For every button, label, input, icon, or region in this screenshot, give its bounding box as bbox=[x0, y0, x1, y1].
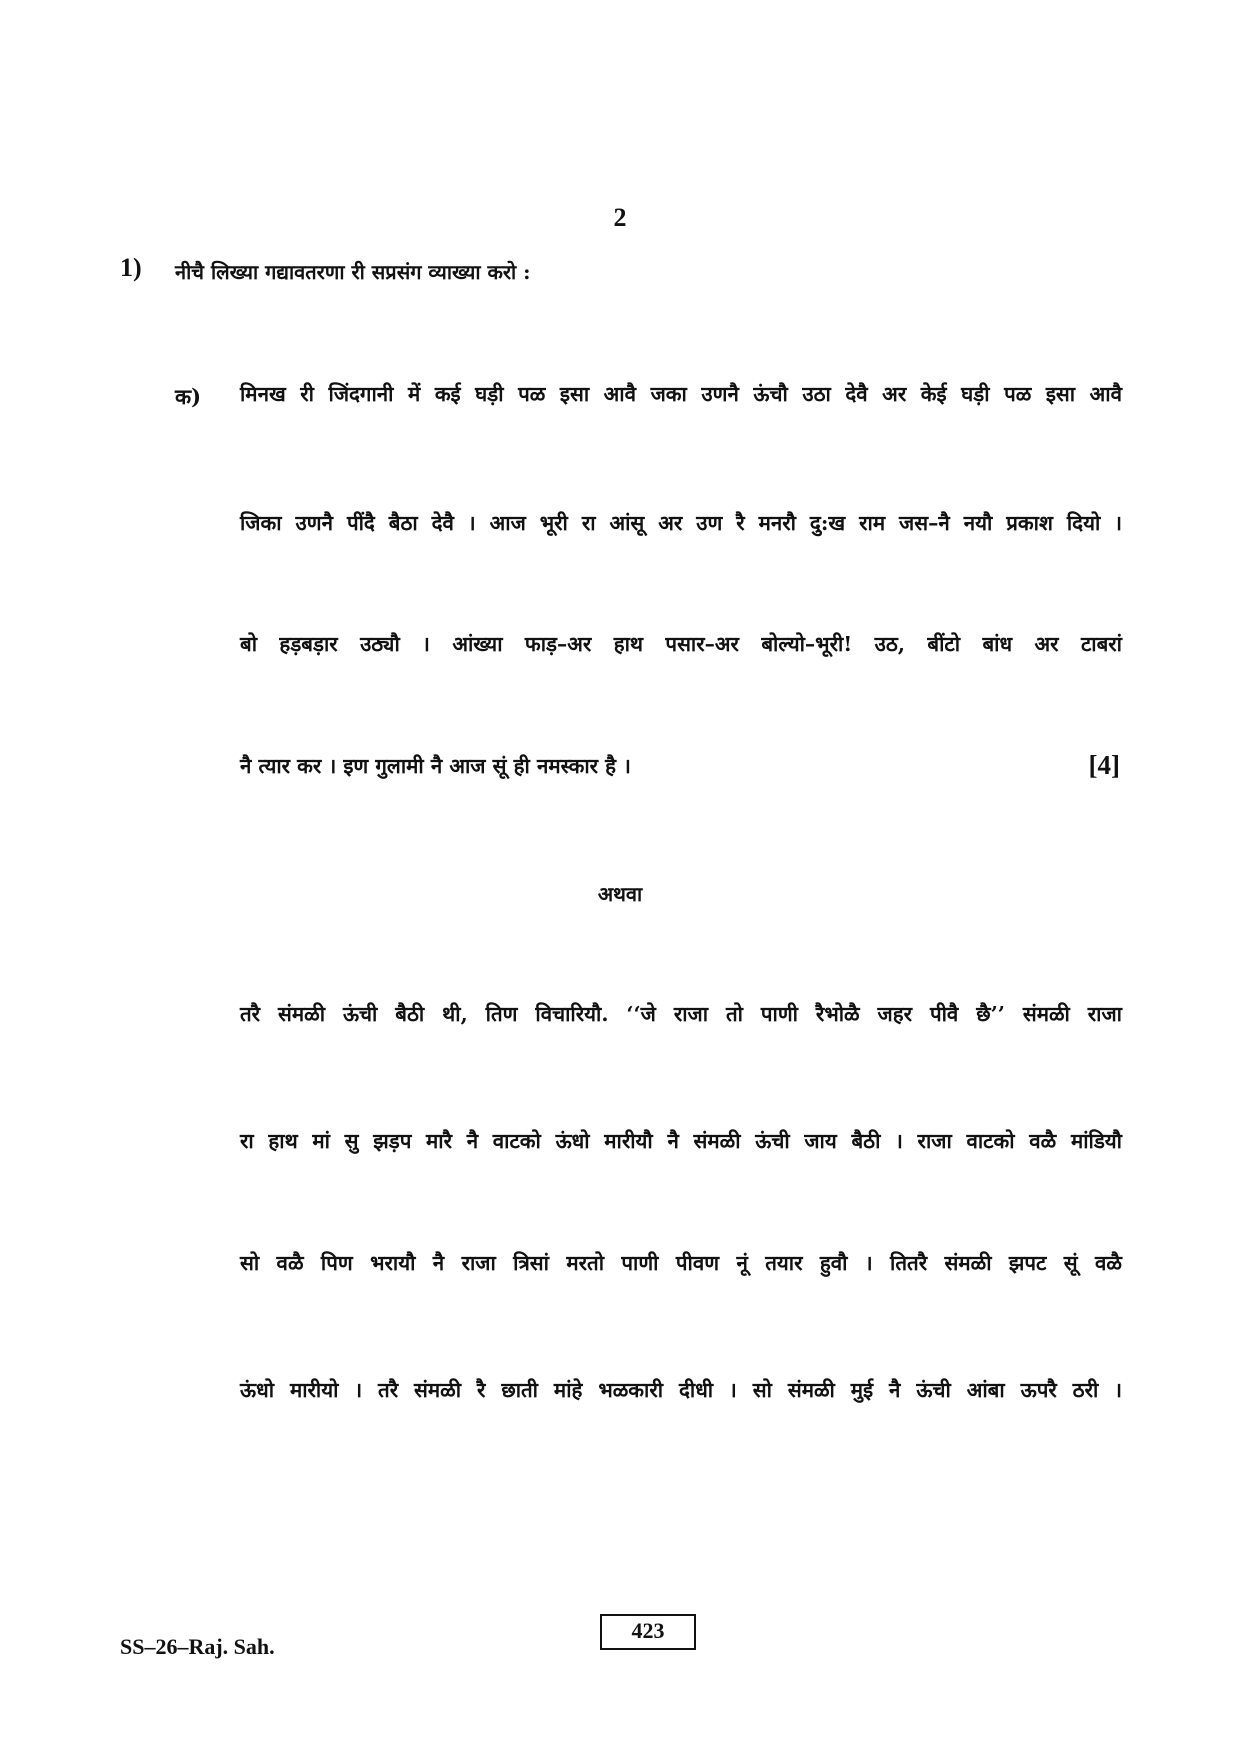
passage-b-line: ऊंधो मारीयो । तरै संमळी रै छाती मांहे भळकारी दीधी । सो संमळी मुई नै ऊंची आंबा ऊपरै ठरी । bbox=[240, 1378, 1122, 1402]
passage-b-line: रा हाथ मां सु झड़प मारै नै वाटको ऊंधो मारीयौ नै संमळी ऊंची जाय बैठी । राजा वाटको वळै मांडियौ bbox=[240, 1129, 1122, 1153]
sub-question-label: क) bbox=[175, 384, 202, 409]
passage-a-line: मिनख री जिंदगानी में कई घड़ी पळ इसा आवै जका उणनै ऊंचौ उठा देवै अर केई घड़ी पळ इसा आवै bbox=[240, 382, 1122, 406]
page-number-box: 423 bbox=[600, 1614, 696, 1650]
marks-label: [4] bbox=[1088, 750, 1120, 780]
page-number: 2 bbox=[613, 203, 627, 232]
passage-a-line: बो हड़बड़ार उठ्यौ । आंख्या फाड़–अर हाथ पसार–अर बोल्यो–भूरी! उठ, बींटो बांध अर टाबरां bbox=[240, 632, 1122, 656]
question-instruction: नीचै लिख्या गद्यावतरणा री सप्रसंग व्याख्या करो : bbox=[175, 260, 531, 284]
question-number: 1) bbox=[120, 253, 142, 282]
passage-b-line: सो वळै पिण भरायौ नै राजा त्रिसां मरतो पाणी पीवण नूं तयार हुवौ । तितरै संमळी झपट सूं वळै bbox=[240, 1251, 1122, 1275]
passage-a-line: जिका उणनै पींदै बैठा देवै । आज भूरी रा आंसू अर उण रै मनरौ दु:ख राम जस–नै नयौ प्रकाश दियो । bbox=[240, 511, 1122, 535]
passage-a-line: नै त्यार कर । इण गुलामी नै आज सूं ही नमस्कार है । bbox=[240, 754, 631, 778]
or-separator: अथवा bbox=[597, 882, 643, 906]
passage-b-line: तरै संमळी ऊंची बैठी थी, तिण विचारियौ. ‘‘जे राजा तो पाणी रैभोळै जहर पीवै छै’’ संमळी राजा bbox=[240, 1002, 1122, 1026]
paper-code: SS–26–Raj. Sah. bbox=[120, 1634, 275, 1659]
